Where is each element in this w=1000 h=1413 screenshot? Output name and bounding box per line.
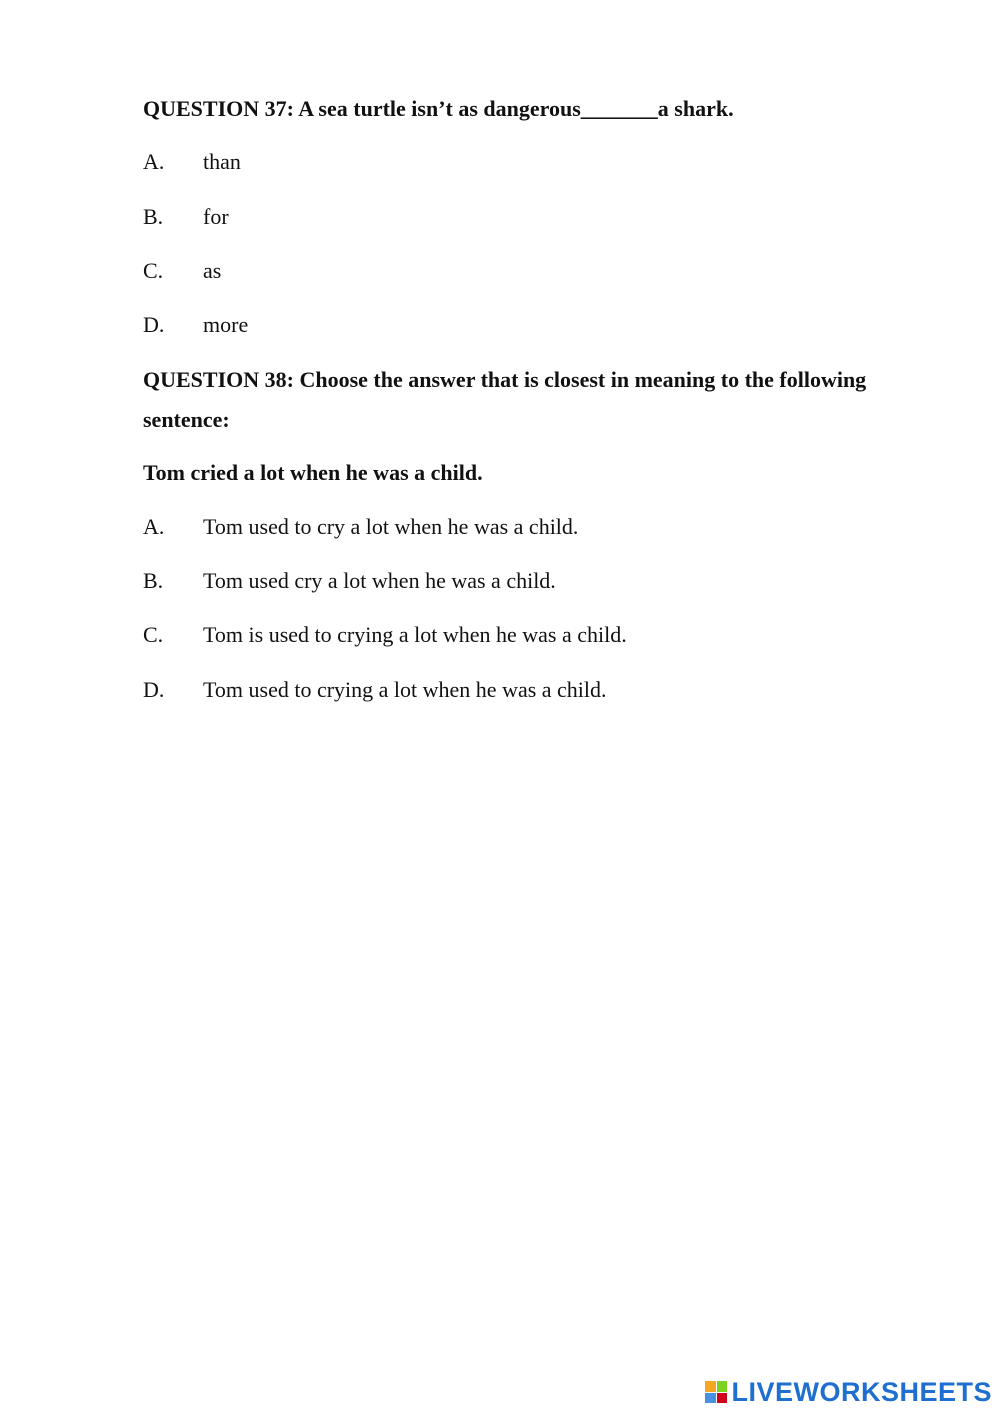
question-38-title: QUESTION 38: Choose the answer that is closest in meaning to the following sentence:	[143, 367, 867, 432]
option-letter: B.	[143, 204, 164, 229]
question-37-option-d[interactable]	[143, 310, 248, 340]
liveworksheets-logo-icon	[705, 1381, 727, 1403]
question-37-option-a[interactable]	[143, 147, 241, 177]
option-text: Tom is used to crying a lot when he was a child.	[203, 622, 627, 647]
liveworksheets-logo	[705, 1377, 992, 1407]
option-letter: C.	[143, 622, 164, 647]
option-text: for	[203, 204, 229, 229]
question-37-title: QUESTION 37: A sea turtle isn’t as dangerous_______a shark.	[143, 96, 734, 121]
option-letter: D.	[143, 312, 165, 337]
option-text: than	[203, 149, 241, 174]
liveworksheets-logo-text: LIVEWORKSHEETS	[731, 1376, 992, 1407]
option-text: more	[203, 312, 249, 337]
option-letter: D.	[143, 677, 165, 702]
question-37-option-c[interactable]	[143, 256, 221, 286]
option-text: Tom used to cry a lot when he was a child.	[203, 514, 579, 539]
logo-square-3	[705, 1393, 716, 1404]
logo-square-4	[717, 1393, 728, 1404]
option-letter: A.	[143, 514, 165, 539]
option-text: as	[203, 258, 222, 283]
option-letter: C.	[143, 258, 164, 283]
question-38-option-d[interactable]	[143, 675, 607, 705]
question-38-option-c[interactable]	[143, 620, 627, 650]
option-letter: B.	[143, 568, 164, 593]
question-38-option-b[interactable]	[143, 566, 556, 596]
question-38-option-a[interactable]	[143, 512, 578, 542]
option-letter: A.	[143, 149, 165, 174]
option-text: Tom used cry a lot when he was a child.	[203, 568, 556, 593]
question-38-sentence: Tom cried a lot when he was a child.	[143, 460, 483, 485]
logo-square-1	[705, 1381, 716, 1392]
option-text: Tom used to crying a lot when he was a child.	[203, 677, 607, 702]
logo-square-2	[717, 1381, 728, 1392]
question-37-option-b[interactable]	[143, 202, 229, 232]
